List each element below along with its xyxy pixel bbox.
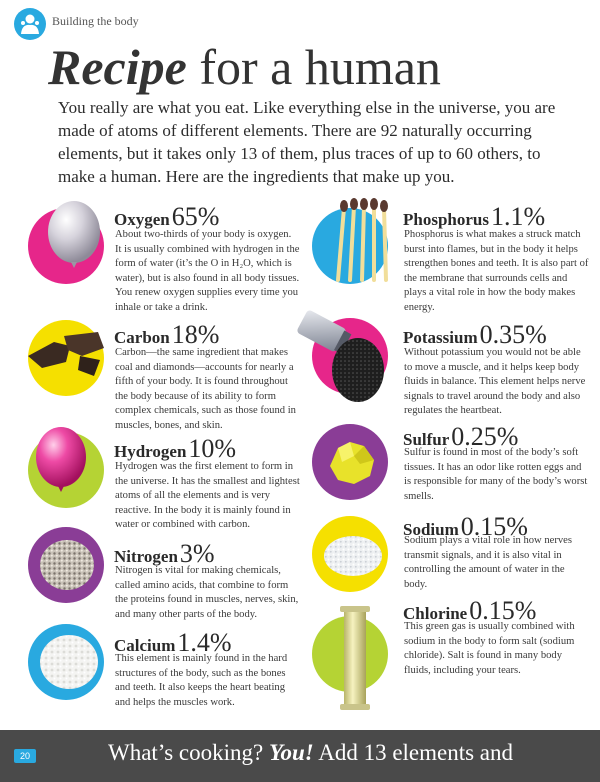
nitrogen-name: Nitrogen [114, 547, 178, 566]
title-rest: for a human [199, 39, 441, 95]
sulfur-description: Sulfur is found in most of the body’s soft tissues. It has an odor like rotten eggs and is responsible for many of the body’s worst smells. [404, 447, 588, 502]
potassium-name: Potassium [403, 328, 478, 347]
chlorine-percent: 0.15% [469, 596, 537, 625]
salt-image [322, 528, 384, 578]
sodium-description: Sodium plays a vital role in how nerves transmit signals, and it is also vital in controlling the amount of water in the body. [404, 535, 572, 590]
footer-emphasis: You! [268, 740, 314, 765]
calcium-percent: 1.4% [177, 628, 232, 657]
potassium-description: Without potassium you would not be able to move a muscle, and it helps keep body fluids in balance. This element helps nerve signals to travel around the body and also regulates the heartbeat. [404, 347, 586, 417]
spilled-jar-image [292, 304, 402, 408]
intro-paragraph: You really are what you eat. Like everything else in the universe, you are made of atoms of different elements. There are 92 naturally occurring elements, but it takes only 13 of them, plus traces of up to 60 others, to make a human. Here are the ingredients that make up you. [58, 98, 556, 186]
phosphorus-description: Phosphorus is what makes a struck match burst into flames, but in the body it helps strengthen bones and teeth. It is also part of the membrane that surrounds cells and plays a vital role in how the body makes energy. [404, 229, 589, 313]
carbon-heading [114, 322, 219, 348]
hydrogen-name: Hydrogen [114, 442, 187, 461]
footer-lead: What’s cooking? [108, 740, 264, 765]
phosphorus-percent: 1.1% [490, 202, 546, 231]
page-title [48, 39, 441, 95]
hydrogen-description: Hydrogen was the first element to form in the universe. It has the smallest and lightest atoms of all the elements and is very reactive. In the body it is mainly found in water or combined with carbon. [115, 461, 300, 531]
gas-tube-image [336, 604, 374, 714]
matches-image [334, 194, 394, 286]
oxygen-description: About two-thirds of your body is oxygen. It is usually combined with hydrogen in the form of water (it’s the O in H₂O, which is water), but is also found in all body tissues. You renew oxygen supplies every time you inhale or take a drink. [115, 229, 300, 313]
silver-balloon-image [44, 198, 104, 284]
oxygen-heading [114, 204, 219, 230]
chlorine-description: This green gas is usually combined with sodium in the body to form salt (sodium chloride). Salt is found in many body fluids, including your tears. [404, 621, 575, 676]
carbon-name: Carbon [114, 328, 170, 347]
oxygen-percent: 65% [171, 202, 220, 231]
nitrogen-description: Nitrogen is vital for making chemicals, called amino acids, that combine to form the proteins found in muscles, nerves, skin, and many other parts of the body. [115, 565, 299, 620]
chlorine-name: Chlorine [403, 604, 468, 623]
person-icon [14, 8, 46, 40]
hydrogen-percent: 10% [188, 434, 237, 463]
white-powder-image [38, 632, 100, 692]
sodium-name: Sodium [403, 520, 459, 539]
title-italic: Recipe [48, 39, 187, 95]
carbon-percent: 18% [171, 320, 220, 349]
calcium-name: Calcium [114, 636, 176, 655]
section-label: Building the body [52, 14, 139, 28]
sulfur-crystal-image [324, 436, 380, 488]
sulfur-name: Sulfur [403, 430, 450, 449]
footer-text [108, 740, 513, 766]
page-number: 20 [14, 749, 36, 763]
sulfur-percent: 0.25% [451, 422, 519, 451]
phosphorus-name: Phosphorus [403, 210, 489, 229]
sodium-percent: 0.15% [460, 512, 528, 541]
granules-image [38, 537, 96, 593]
charcoal-image [24, 326, 108, 380]
potassium-heading [403, 322, 547, 348]
hydrogen-heading [114, 436, 236, 462]
carbon-description: Carbon—the same ingredient that makes coal and diamonds—accounts for nearly a fifth of your body. It is found throughout the body because of its ability to form complex chemicals, such as those found in muscles, bones, and skin. [115, 347, 296, 431]
potassium-percent: 0.35% [479, 320, 547, 349]
calcium-description: This element is mainly found in the hard structures of the body, such as the bones and teeth. It also keeps the heart beating and helps the muscles work. [115, 653, 288, 708]
nitrogen-percent: 3% [179, 539, 215, 568]
phosphorus-heading [403, 204, 545, 230]
pink-balloon-image [32, 424, 90, 504]
footer-rest: Add 13 elements and [318, 740, 514, 765]
oxygen-name: Oxygen [114, 210, 170, 229]
